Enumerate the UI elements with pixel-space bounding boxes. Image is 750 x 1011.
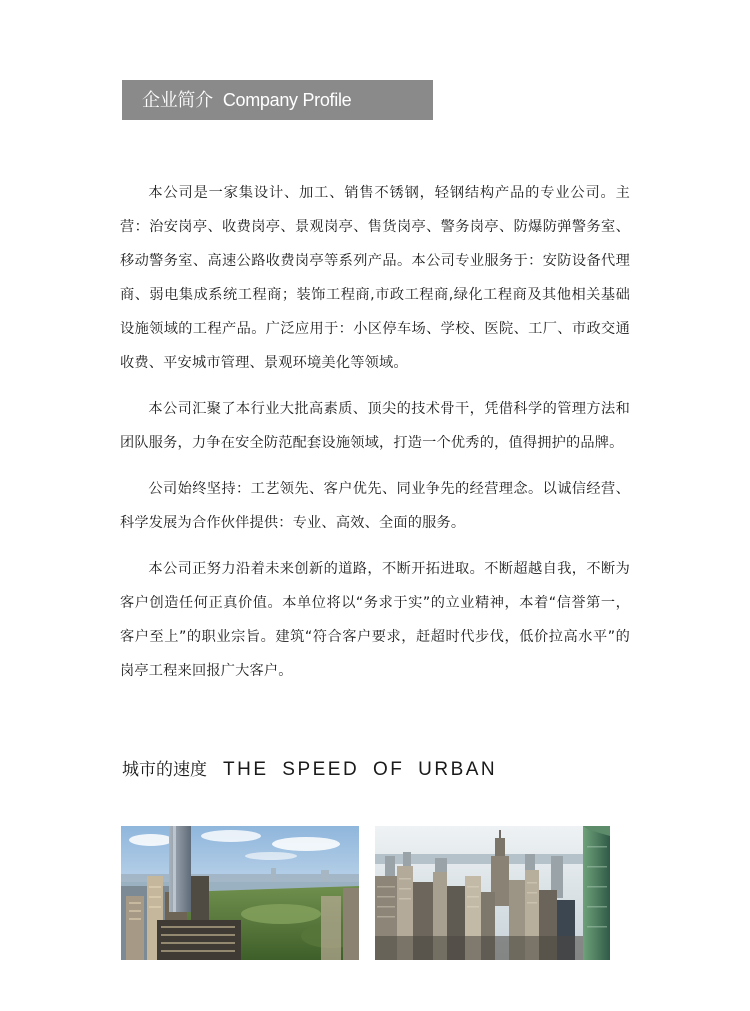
city-park-skyline-image <box>121 826 359 960</box>
header-title-zh: 企业简介 <box>142 90 213 111</box>
section-title <box>122 756 497 784</box>
section-header-bar <box>122 80 433 120</box>
section-title-en: THE SPEED OF URBAN <box>223 759 498 780</box>
header-title-en: Company Profile <box>222 90 352 110</box>
paragraph-intro: 本公司是一家集设计、加工、销售不锈钢，轻钢结构产品的专业公司。主营：治安岗亭、收费岗亭、景观岗亭、售货岗亭、警务岗亭、防爆防弹警务室、移动警务室、高速公路收费岗亭等系列产品。本公司专业服务于：安防设备代理商、弱电集成系统工程商；装饰工程商,市政工程商,绿化工程商及其他相关基础设施领域的工程产品。广泛应用于：小区停车场、学校、医院、工厂、市政交通收费、平安城市管理、景观环境美化等领域。 <box>120 185 630 371</box>
dense-skyscrapers-image <box>375 826 610 960</box>
paragraph-future: 本公司正努力沿着未来创新的道路，不断开拓进取。不断超越自我，不断为客户创造任何正真价值。本单位将以“务求于实”的立业精神，本着“信誉第一，客户至上”的职业宗旨。建筑“符合客户要求，赶超时代步伐，低价拉高水平”的岗亭工程来回报广大客户。 <box>120 561 630 679</box>
paragraph-team: 本公司汇聚了本行业大批高素质、顶尖的技术骨干，凭借科学的管理方法和团队服务，力争在安全防范配套设施领域，打造一个优秀的，值得拥护的品牌。 <box>120 401 630 451</box>
paragraph-philosophy: 公司始终坚持：工艺领先、客户优先、同业争先的经营理念。以诚信经营、科学发展为合作伙伴提供：专业、高效、全面的服务。 <box>120 481 630 531</box>
company-profile-text <box>120 176 630 700</box>
dense-skyscrapers-photo <box>375 826 610 960</box>
city-park-skyline-photo <box>121 826 359 960</box>
section-title-zh: 城市的速度 <box>122 760 207 780</box>
